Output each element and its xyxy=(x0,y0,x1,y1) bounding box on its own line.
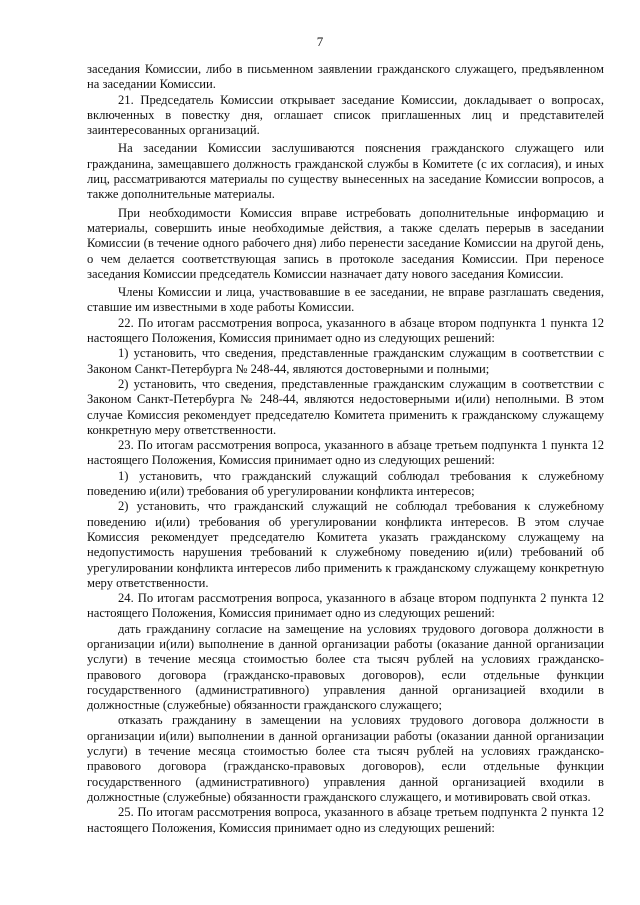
paragraph-item-23-decision-2: 2) установить, что гражданский служащий не соблюдал требования к служебному поведению и(или) требования об урегулировании конфликта интересов. В этом случае Комиссия рекомендует председателю Комитета указать гражданскому служащему на недопустимость нарушения требований к служебному поведению и(или) требований об урегулировании конфликта интересов либо применить к гражданскому служащему конкретную меру ответственности. xyxy=(87,499,604,590)
page-number: 7 xyxy=(316,34,324,49)
paragraph-confidentiality: Члены Комиссии и лица, участвовавшие в ее заседании, не вправе разглашать сведения, ставшие им известными в ходе работы Комиссии. xyxy=(87,285,604,315)
paragraph-continuation: заседания Комиссии, либо в письменном заявлении гражданского служащего, предъявленном на заседании Комиссии. xyxy=(87,62,604,92)
document-body xyxy=(87,62,604,836)
paragraph-item-21: 21. Председатель Комиссии открывает заседание Комиссии, докладывает о вопросах, включенных в повестку дня, оглашает список приглашенных лиц и представителей заинтересованных организаций. xyxy=(87,92,604,138)
paragraph-item-22-decision-2: 2) установить, что сведения, представленные гражданским служащим в соответствии с Законом Санкт-Петербурга № 248-44, являются недостоверными и(или) неполными. В этом случае Комиссия рекомендует председателю Комитета применить к гражданскому служащему конкретную меру ответственности. xyxy=(87,376,604,437)
paragraph-additional-materials: При необходимости Комиссия вправе истребовать дополнительные информацию и материалы, совершить иные необходимые действия, а также сделать перерыв в заседании Комиссии (в течение одного рабочего дня) либо перенести заседание Комиссии на другой день, о чем делается соответствующая запись в протоколе заседания Комиссии. При переносе заседания Комиссии председатель Комиссии назначает дату нового заседания Комиссии. xyxy=(87,205,604,281)
paragraph-item-22-decision-1: 1) установить, что сведения, представленные гражданским служащим в соответствии с Законом Санкт-Петербурга № 248-44, являются достоверными и полными; xyxy=(87,346,604,376)
paragraph-item-24-consent: дать гражданину согласие на замещение на условиях трудового договора должности в организации и(или) выполнение в данной организации работы (оказание данной организации услуги) в течение месяца стоимостью более ста тысяч рублей на условиях гражданско-правового договора (гражданско-правовых договоров), если отдельные функции государственного (административного) управления данной организацией входили в должностные (служебные) обязанности гражданского служащего; xyxy=(87,621,604,713)
paragraph-hearing: На заседании Комиссии заслушиваются пояснения гражданского служащего или гражданина, замещавшего должность гражданской службы в Комитете (с их согласия), и иных лиц, рассматриваются материалы по существу вынесенных на заседание Комиссии вопросов, а также дополнительные материалы. xyxy=(87,141,604,202)
paragraph-item-23: 23. По итогам рассмотрения вопроса, указанного в абзаце третьем подпункта 1 пункта 12 настоящего Положения, Комиссия принимает одно из следующих решений: xyxy=(87,438,604,468)
paragraph-item-24-refusal: отказать гражданину в замещении на условиях трудового договора должности в организации и(или) выполнении в данной организации работы (оказании данной организации услуги) в течение месяца стоимостью более ста тысяч рублей на условиях гражданско-правового договора (гражданско-правовых договоров), если отдельные функции государственного (административного) управления данной организацией входили в должностные (служебные) обязанности гражданского служащего, и мотивировать свой отказ. xyxy=(87,713,604,804)
paragraph-item-24: 24. По итогам рассмотрения вопроса, указанного в абзаце втором подпункта 2 пункта 12 настоящего Положения, Комиссия принимает одно из следующих решений: xyxy=(87,591,604,621)
paragraph-item-25: 25. По итогам рассмотрения вопроса, указанного в абзаце третьем подпункта 2 пункта 12 настоящего Положения, Комиссия принимает одно из следующих решений: xyxy=(87,805,604,835)
paragraph-item-23-decision-1: 1) установить, что гражданский служащий соблюдал требования к служебному поведению и(или) требования об урегулировании конфликта интересов; xyxy=(87,468,604,499)
paragraph-item-22: 22. По итогам рассмотрения вопроса, указанного в абзаце втором подпункта 1 пункта 12 настоящего Положения, Комиссия принимает одно из следующих решений: xyxy=(87,315,604,346)
